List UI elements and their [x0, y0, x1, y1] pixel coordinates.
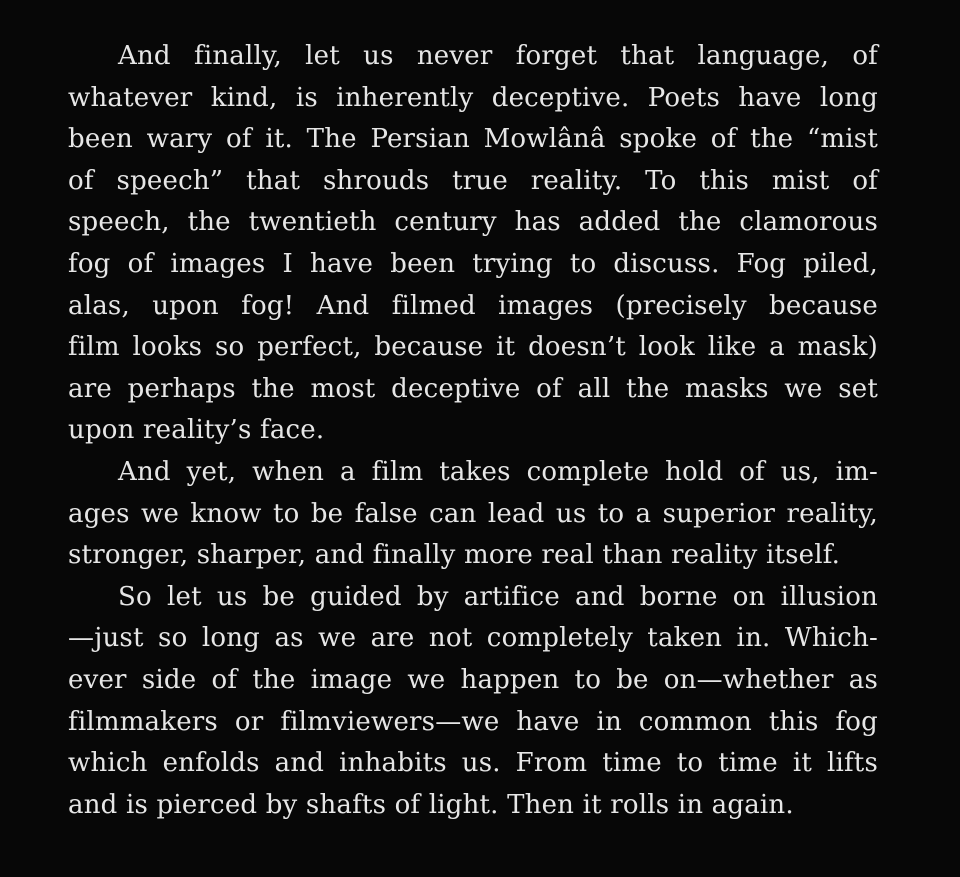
- text-line: stronger, sharper, and finally more real than reality itself.: [68, 540, 841, 571]
- text-line: And yet, when a film takes complete hold of us, im-: [118, 456, 878, 487]
- paragraph-3: [68, 577, 878, 827]
- text-line: So let us be guided by artifice and borne on illusion: [118, 581, 878, 612]
- text-line: alas, upon fog! And filmed images (precisely because: [68, 290, 878, 321]
- text-line: whatever kind, is inherently deceptive. Poets have long: [68, 82, 878, 113]
- text-line: filmmakers or filmviewers—we have in common this fog: [68, 706, 878, 737]
- text-line: upon reality’s face.: [68, 415, 325, 446]
- text-line: speech, the twentieth century has added the clamorous: [68, 207, 878, 238]
- text-line: And finally, let us never forget that language, of: [118, 41, 878, 71]
- text-line: film looks so perfect, because it doesn’t look like a mask): [68, 332, 878, 363]
- text-line: ages we know to be false can lead us to a superior reality,: [68, 498, 878, 529]
- text-line: are perhaps the most deceptive of all the masks we set: [68, 373, 878, 404]
- paragraph-2: [68, 452, 878, 577]
- text-line: and is pierced by shafts of light. Then it rolls in again.: [68, 789, 794, 820]
- paragraph-1: [68, 36, 878, 452]
- text-line: —just so long as we are not completely taken in. Which-: [68, 623, 878, 654]
- text-line: which enfolds and inhabits us. From time to time it lifts: [68, 748, 878, 779]
- text-line: been wary of it. The Persian Mowlânâ spoke of the “mist: [68, 124, 878, 155]
- body-text: [68, 36, 878, 826]
- text-line: of speech” that shrouds true reality. To this mist of: [68, 165, 878, 196]
- text-line: ever side of the image we happen to be on—whether as: [68, 664, 878, 695]
- text-line: fog of images I have been trying to discuss. Fog piled,: [68, 248, 878, 279]
